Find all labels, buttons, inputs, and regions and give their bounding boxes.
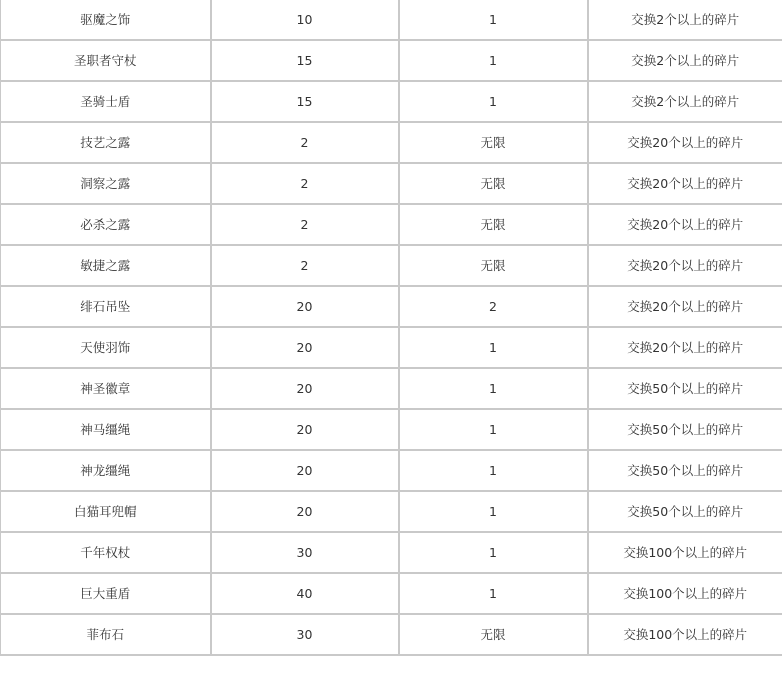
item-limit-cell: 1	[399, 491, 588, 532]
item-condition-cell: 交换100个以上的碎片	[588, 614, 782, 655]
item-limit-cell: 无限	[399, 163, 588, 204]
item-limit-cell: 1	[399, 327, 588, 368]
item-condition-cell: 交换2个以上的碎片	[588, 81, 782, 122]
table-row	[1, 614, 782, 655]
item-name-cell: 绯石吊坠	[1, 286, 211, 327]
table-row	[1, 0, 782, 40]
table-row	[1, 573, 782, 614]
item-cost-cell: 20	[211, 327, 399, 368]
item-cost-cell: 2	[211, 204, 399, 245]
item-limit-cell: 1	[399, 40, 588, 81]
item-name-cell: 神龙缰绳	[1, 450, 211, 491]
item-limit-cell: 1	[399, 0, 588, 40]
item-limit-cell: 无限	[399, 204, 588, 245]
item-name-cell: 菲布石	[1, 614, 211, 655]
item-condition-cell: 交换20个以上的碎片	[588, 245, 782, 286]
item-limit-cell: 1	[399, 81, 588, 122]
table-row	[1, 204, 782, 245]
item-cost-cell: 20	[211, 286, 399, 327]
item-condition-cell: 交换2个以上的碎片	[588, 40, 782, 81]
item-name-cell: 神圣徽章	[1, 368, 211, 409]
item-name-cell: 天使羽饰	[1, 327, 211, 368]
item-limit-cell: 2	[399, 286, 588, 327]
item-condition-cell: 交换50个以上的碎片	[588, 368, 782, 409]
item-cost-cell: 2	[211, 122, 399, 163]
item-condition-cell: 交换20个以上的碎片	[588, 122, 782, 163]
item-cost-cell: 20	[211, 491, 399, 532]
item-cost-cell: 30	[211, 532, 399, 573]
item-condition-cell: 交换50个以上的碎片	[588, 491, 782, 532]
item-limit-cell: 1	[399, 368, 588, 409]
table-row	[1, 286, 782, 327]
item-cost-cell: 2	[211, 245, 399, 286]
table-row	[1, 40, 782, 81]
item-limit-cell: 无限	[399, 245, 588, 286]
item-name-cell: 巨大重盾	[1, 573, 211, 614]
table-row	[1, 368, 782, 409]
table-row	[1, 532, 782, 573]
item-condition-cell: 交换20个以上的碎片	[588, 163, 782, 204]
table-row	[1, 450, 782, 491]
item-cost-cell: 20	[211, 368, 399, 409]
item-limit-cell: 1	[399, 409, 588, 450]
item-condition-cell: 交换20个以上的碎片	[588, 204, 782, 245]
item-name-cell: 驱魔之饰	[1, 0, 211, 40]
item-cost-cell: 20	[211, 409, 399, 450]
item-name-cell: 圣骑士盾	[1, 81, 211, 122]
item-limit-cell: 1	[399, 532, 588, 573]
item-limit-cell: 无限	[399, 614, 588, 655]
item-condition-cell: 交换100个以上的碎片	[588, 573, 782, 614]
item-limit-cell: 1	[399, 573, 588, 614]
item-cost-cell: 20	[211, 450, 399, 491]
item-condition-cell: 交换2个以上的碎片	[588, 0, 782, 40]
table-row	[1, 163, 782, 204]
table-row	[1, 327, 782, 368]
item-cost-cell: 10	[211, 0, 399, 40]
item-name-cell: 技艺之露	[1, 122, 211, 163]
table-row	[1, 491, 782, 532]
table-row	[1, 122, 782, 163]
item-limit-cell: 无限	[399, 122, 588, 163]
item-name-cell: 圣职者守杖	[1, 40, 211, 81]
item-cost-cell: 15	[211, 81, 399, 122]
item-limit-cell: 1	[399, 450, 588, 491]
item-condition-cell: 交换20个以上的碎片	[588, 286, 782, 327]
item-cost-cell: 15	[211, 40, 399, 81]
item-name-cell: 白猫耳兜帽	[1, 491, 211, 532]
item-name-cell: 千年权杖	[1, 532, 211, 573]
item-name-cell: 必杀之露	[1, 204, 211, 245]
item-cost-cell: 30	[211, 614, 399, 655]
item-condition-cell: 交换50个以上的碎片	[588, 450, 782, 491]
item-condition-cell: 交换100个以上的碎片	[588, 532, 782, 573]
table-row	[1, 81, 782, 122]
item-name-cell: 神马缰绳	[1, 409, 211, 450]
table-row	[1, 409, 782, 450]
item-name-cell: 敏捷之露	[1, 245, 211, 286]
table-row	[1, 245, 782, 286]
item-condition-cell: 交换20个以上的碎片	[588, 327, 782, 368]
item-cost-cell: 40	[211, 573, 399, 614]
item-condition-cell: 交换50个以上的碎片	[588, 409, 782, 450]
item-cost-cell: 2	[211, 163, 399, 204]
item-name-cell: 洞察之露	[1, 163, 211, 204]
